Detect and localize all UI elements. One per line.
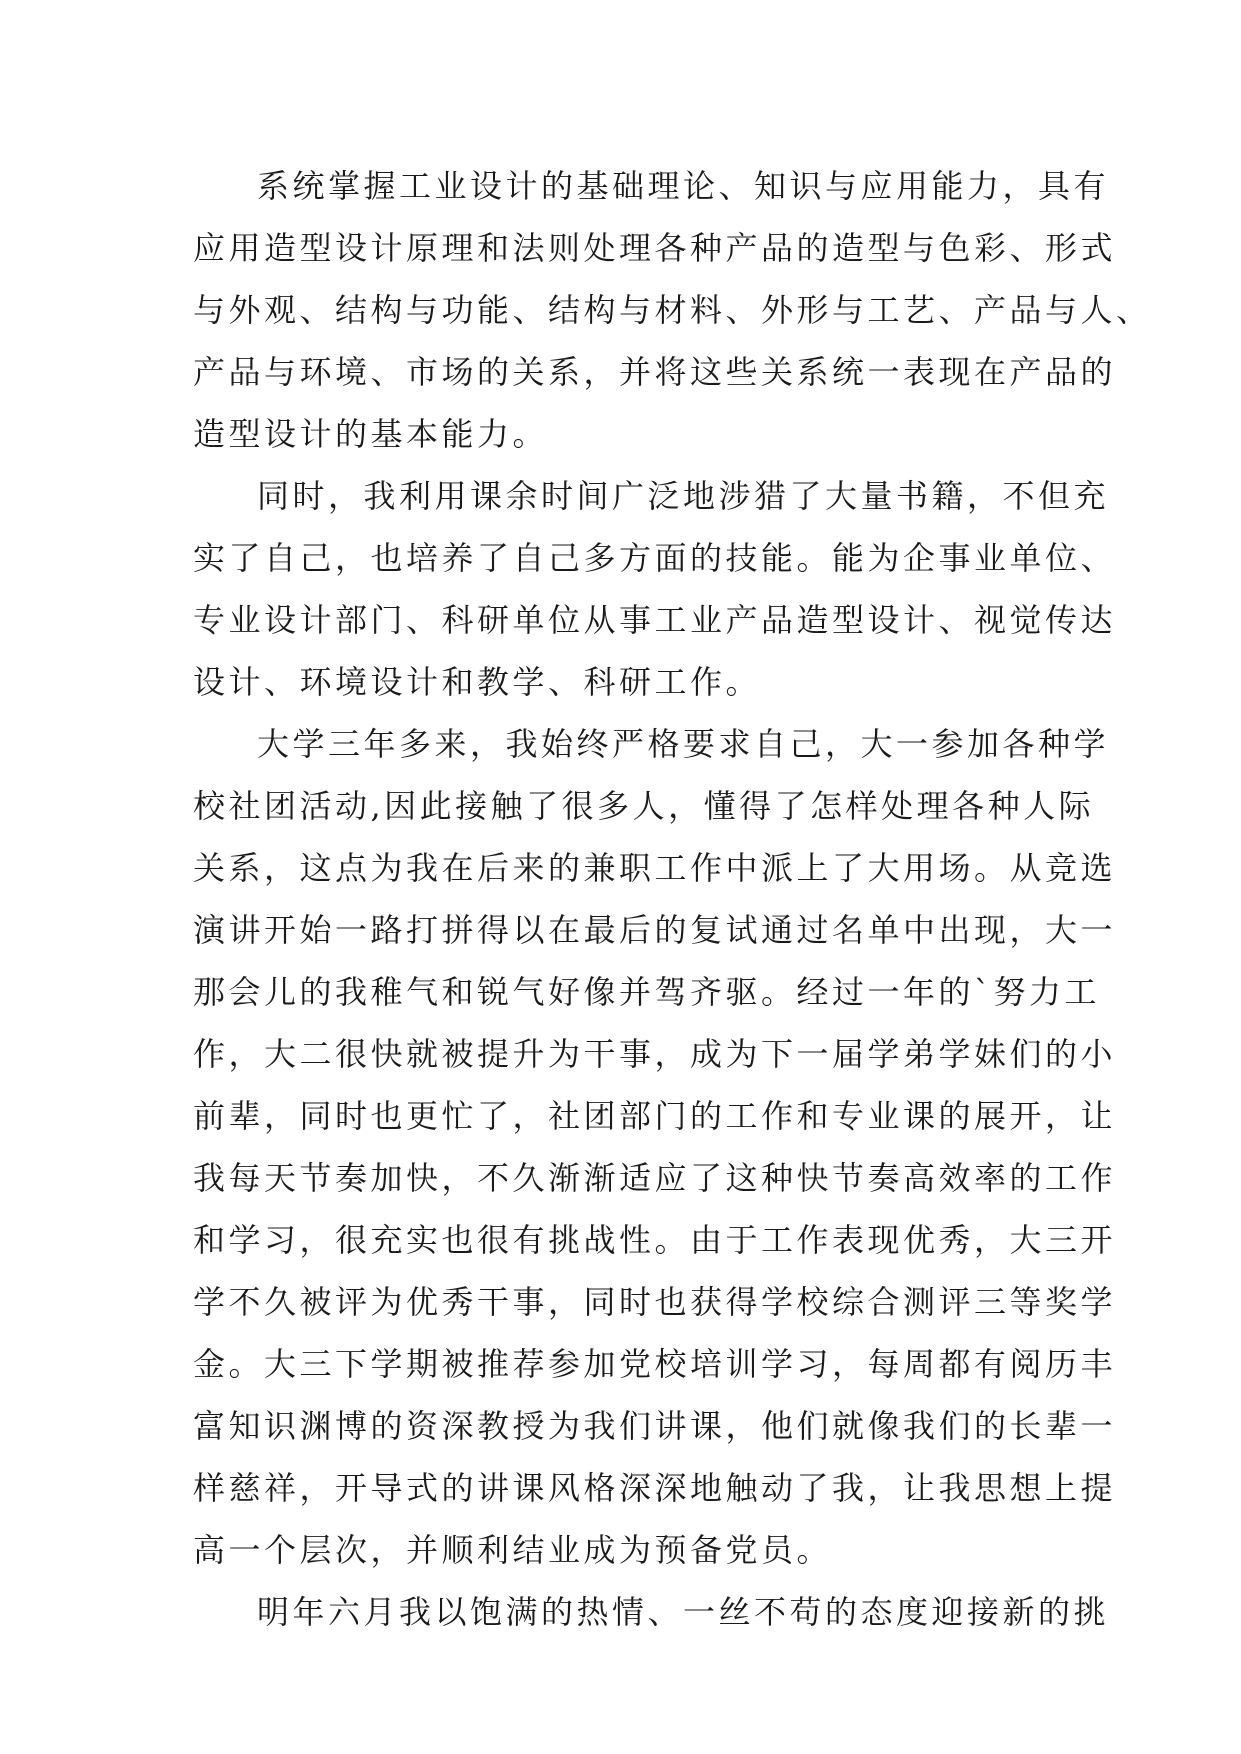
paragraph-2-line-3: 专业设计部门、科研单位从事工业产品造型设计、视觉传达 <box>193 601 1117 639</box>
paragraph-3-line-14: 高一个层次，并顺利结业成为预备党员。 <box>193 1531 833 1569</box>
paragraph-2-line-2: 实了自己，也培养了自己多方面的技能。能为企事业单位、 <box>193 539 1117 577</box>
paragraph-4-line-1: 明年六月我以饱满的热情、一丝不苟的态度迎接新的挑 <box>257 1593 1110 1631</box>
paragraph-3-line-11: 金。大三下学期被推荐参加党校培训学习，每周都有阅历丰 <box>193 1345 1117 1383</box>
paragraph-3-line-7: 前辈，同时也更忙了，社团部门的工作和专业课的展开，让 <box>193 1097 1117 1135</box>
paragraph-1-line-1: 系统掌握工业设计的基础理论、知识与应用能力，具有 <box>257 167 1110 205</box>
paragraph-3-line-2: 校社团活动,因此接触了很多人，懂得了怎样处理各种人际 <box>193 787 1095 825</box>
paragraph-1-line-2: 应用造型设计原理和法则处理各种产品的造型与色彩、形式 <box>193 229 1117 267</box>
paragraph-3-line-1: 大学三年多来，我始终严格要求自己，大一参加各种学 <box>257 725 1110 763</box>
paragraph-3-line-13: 样慈祥，开导式的讲课风格深深地触动了我，让我思想上提 <box>193 1469 1117 1507</box>
paragraph-3-line-8: 我每天节奏加快，不久渐渐适应了这种快节奏高效率的工作 <box>193 1159 1117 1197</box>
paragraph-1-line-4: 产品与环境、市场的关系，并将这些关系统一表现在产品的 <box>193 353 1117 391</box>
paragraph-1-line-5: 造型设计的基本能力。 <box>193 415 549 453</box>
paragraph-3-line-9: 和学习，很充实也很有挑战性。由于工作表现优秀，大三开 <box>193 1221 1117 1259</box>
paragraph-3-line-3: 关系，这点为我在后来的兼职工作中派上了大用场。从竞选 <box>193 849 1117 887</box>
paragraph-1-line-3: 与外观、结构与功能、结构与材料、外形与工艺、产品与人、 <box>193 291 1152 329</box>
paragraph-3-line-12: 富知识渊博的资深教授为我们讲课，他们就像我们的长辈一 <box>193 1407 1117 1445</box>
paragraph-3-line-10: 学不久被评为优秀干事，同时也获得学校综合测评三等奖学 <box>193 1283 1117 1321</box>
paragraph-3-line-4: 演讲开始一路打拼得以在最后的复试通过名单中出现，大一 <box>193 911 1117 949</box>
paragraph-3-line-5: 那会儿的我稚气和锐气好像并驾齐驱。经过一年的`努力工 <box>193 973 1101 1011</box>
paragraph-3-line-6: 作，大二很快就被提升为干事，成为下一届学弟学妹们的小 <box>193 1035 1117 1073</box>
paragraph-2-line-4: 设计、环境设计和教学、科研工作。 <box>193 663 762 701</box>
paragraph-2-line-1: 同时，我利用课余时间广泛地涉猎了大量书籍，不但充 <box>257 477 1110 515</box>
